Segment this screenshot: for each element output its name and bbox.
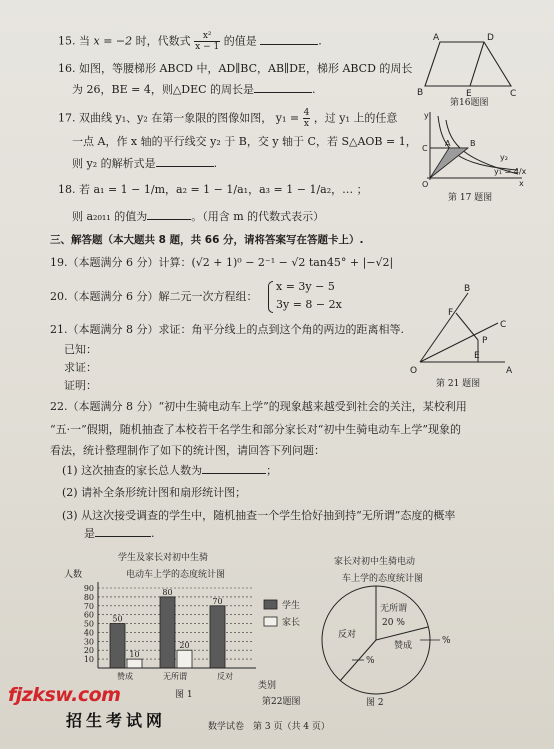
- q21-text: 21.（本题满分 8 分）求证：角平分线上的点到这个角的两边的距离相等.: [50, 323, 404, 336]
- fig16-label-b: B: [417, 88, 424, 98]
- watermark-site-name: 招生考试网: [66, 711, 167, 730]
- chart-y-tick-70: 70: [83, 601, 94, 611]
- q20-text: 20.（本题满分 6 分）解二元一次方程组：: [50, 290, 258, 303]
- legend-label-student: 学生: [282, 601, 301, 611]
- pie-title-line1: 家长对初中生骑电动: [334, 557, 416, 567]
- chart-caption: 图 1: [175, 690, 193, 700]
- q18-line2-post: 。（用含 m 的代数式表示）: [191, 210, 325, 223]
- q22-sub3b: 是 .: [84, 527, 155, 540]
- fig21-label-b: B: [464, 284, 471, 294]
- fig21-label-a: A: [506, 366, 513, 376]
- pie-pct-indifferent: 20 %: [382, 618, 405, 628]
- q18-line1: 18. 若 a₁ = 1 − 1/m，a₂ = 1 − 1/a₁，a₃ = 1 − 1/a₂，… ；: [58, 183, 368, 196]
- fig22-caption: 第22题图: [262, 697, 301, 707]
- pie-pct-oppose: %: [366, 656, 375, 666]
- q15-mid: 时，代数式: [135, 34, 191, 48]
- fig17-label-c: C: [422, 144, 428, 153]
- pie-title-line2: 车上学的态度统计图: [342, 574, 424, 584]
- fig21-label-c: C: [500, 320, 507, 330]
- fig17-label-y2: y₂: [500, 153, 508, 162]
- q17-line2: 一点 A，作 x 轴的平行线交 y₂ 于 B，交 y 轴于 C，若 S△AOB = 1，: [72, 135, 417, 148]
- chart-y-tick-90: 90: [83, 584, 94, 593]
- fig21-caption: 第 21 题图: [436, 379, 481, 389]
- chart-y-tick-80: 80: [83, 592, 94, 602]
- q17-y1: y₁ =: [275, 111, 300, 125]
- fig16-label-e: E: [466, 89, 472, 99]
- fig17-caption: 第 17 题图: [448, 193, 493, 203]
- q22-sub1: (1) 这次抽查的家长总人数为 ；: [62, 464, 278, 477]
- chart-y-tick-10: 10: [83, 655, 94, 665]
- bar-label-学生-无所谓: 80: [162, 587, 173, 597]
- q15-condition: x = −2: [93, 34, 133, 48]
- fig21-label-o: O: [410, 366, 418, 376]
- q17-numerator: 4: [303, 108, 310, 118]
- section-3-heading: 三、解答题（本大题共 8 题，共 66 分，请将答案写在答题卡上）.: [50, 234, 364, 246]
- q20-equation-2: 3y = 8 − 2x: [276, 298, 342, 311]
- q16-line2: 为 26，BE = 4，则△DEC 的周长是: [72, 83, 255, 96]
- q22-sub3b-text: 是: [84, 527, 95, 540]
- q22-sub2: (2) 请补全条形统计图和扇形统计图；: [62, 486, 247, 499]
- pie-caption: 图 2: [366, 698, 384, 708]
- q15-number: 15.: [58, 34, 76, 48]
- fig21-label-p: P: [482, 336, 488, 346]
- legend-label-parent: 家长: [282, 618, 301, 628]
- q16-line2-wrap: 为 26，BE = 4，则△DEC 的周长是 .: [72, 83, 316, 96]
- watermark-logo: fjzksw.com: [8, 684, 121, 706]
- fig16-label-d: D: [487, 33, 494, 43]
- chart-y-tick-40: 40: [83, 628, 94, 638]
- question-15: 15. 当 x = −2 时，代数式 $\frac{\text{x²}}{x - 1}$ 的值是 .: [58, 31, 322, 52]
- q22-line2: “五·一”假期，随机抽查了本校若干名学生和部分家长对“初中生骑电动车上学”现象的: [50, 423, 461, 436]
- chart-y-axis-label: 人数: [64, 570, 83, 580]
- chart-x-tick-赞成: 赞成: [117, 672, 133, 681]
- chart-title-line1: 学生及家长对初中生骑: [118, 553, 209, 563]
- chart-title-line2: 电动车上学的态度统计图: [126, 570, 226, 580]
- fig17-label-a: A: [445, 139, 451, 148]
- chart-y-tick-20: 20: [83, 646, 94, 656]
- q22-sub3: (3) 从这次接受调查的学生中，随机抽查一个学生恰好抽到持“无所谓”态度的概率: [62, 509, 456, 522]
- q17-line3: 则 y₂ 的解析式是: [72, 157, 156, 170]
- chart-y-tick-30: 30: [83, 637, 94, 647]
- pie-label-indifferent: 无所谓: [380, 604, 408, 614]
- q17-line1-pre: 17. 双曲线 y₁、y₂ 在第一象限的图像如图，: [58, 111, 273, 125]
- pie-label-oppose: 反对: [338, 630, 357, 640]
- fig17-label-y: y: [424, 111, 429, 120]
- chart-y-tick-60: 60: [83, 610, 94, 620]
- question-19: 19.（本题满分 6 分）计算：(√2 + 1)⁰ − 2⁻¹ − √2 tan45° + |−√2|: [50, 256, 394, 269]
- fig21-label-e: E: [474, 351, 480, 361]
- q21-prove: 求证：: [64, 361, 97, 374]
- fig17-label-y1: y₁ = 4/x: [494, 167, 527, 176]
- chart-x-tick-无所谓: 无所谓: [163, 672, 187, 681]
- pie-label-approve: 赞成: [394, 641, 413, 651]
- chart-x-tick-反对: 反对: [217, 672, 233, 681]
- fig16-label-a: A: [433, 33, 440, 43]
- q20-equation-1: x = 3y − 5: [276, 280, 335, 293]
- q21-known: 已知：: [64, 343, 97, 356]
- fig16-label-c: C: [510, 89, 517, 99]
- q17-denominator: x: [303, 119, 309, 129]
- q22-sub1-text: (1) 这次抽查的家长总人数为: [62, 464, 203, 477]
- pie-divider-2: [376, 627, 428, 640]
- bar-label-学生-赞成: 50: [112, 614, 123, 624]
- q16-line1: 16. 如图，等腰梯形 ABCD 中，AD∥BC，AB∥DE，梯形 ABCD 的周长: [58, 62, 413, 75]
- bar-label-家长-无所谓: 20: [179, 641, 190, 651]
- q17-line3-wrap: 则 y₂ 的解析式是 .: [72, 157, 218, 170]
- q15-denominator: x − 1: [195, 42, 220, 52]
- fig17-label-b: B: [470, 139, 476, 148]
- bar-label-家长-赞成: 10: [129, 650, 140, 660]
- q15-pre: 当: [79, 34, 90, 48]
- page-footer: 数学试卷 第 3 页（共 4 页）: [208, 722, 330, 732]
- fig17-label-o: O: [422, 180, 429, 189]
- q15-numerator: x²: [194, 31, 220, 42]
- bar-label-学生-反对: 70: [212, 596, 223, 606]
- chart-y-tick-50: 50: [83, 619, 94, 629]
- q21-proof: 证明：: [64, 379, 97, 392]
- fig16-caption: 第16题图: [450, 98, 489, 108]
- q18-line2-pre: 则 a₂₀₁₁ 的值为: [72, 210, 148, 223]
- chart-x-axis-label: 类别: [258, 681, 277, 691]
- pie-pct-approve: %: [442, 636, 451, 646]
- fig17-label-x: x: [519, 179, 524, 188]
- q22-line1: 22.（本题满分 8 分）“初中生骑电动车上学”的现象越来越受到社会的关注，某校利用: [50, 400, 467, 413]
- q15-post: 的值是: [223, 34, 257, 48]
- fig21-label-f: F: [448, 308, 454, 318]
- q22-line3: 看法，统计整理制作了如下的统计图，请回答下列问题：: [50, 444, 325, 457]
- q17-line1-post: ，过 y₁ 上的任意: [313, 111, 398, 125]
